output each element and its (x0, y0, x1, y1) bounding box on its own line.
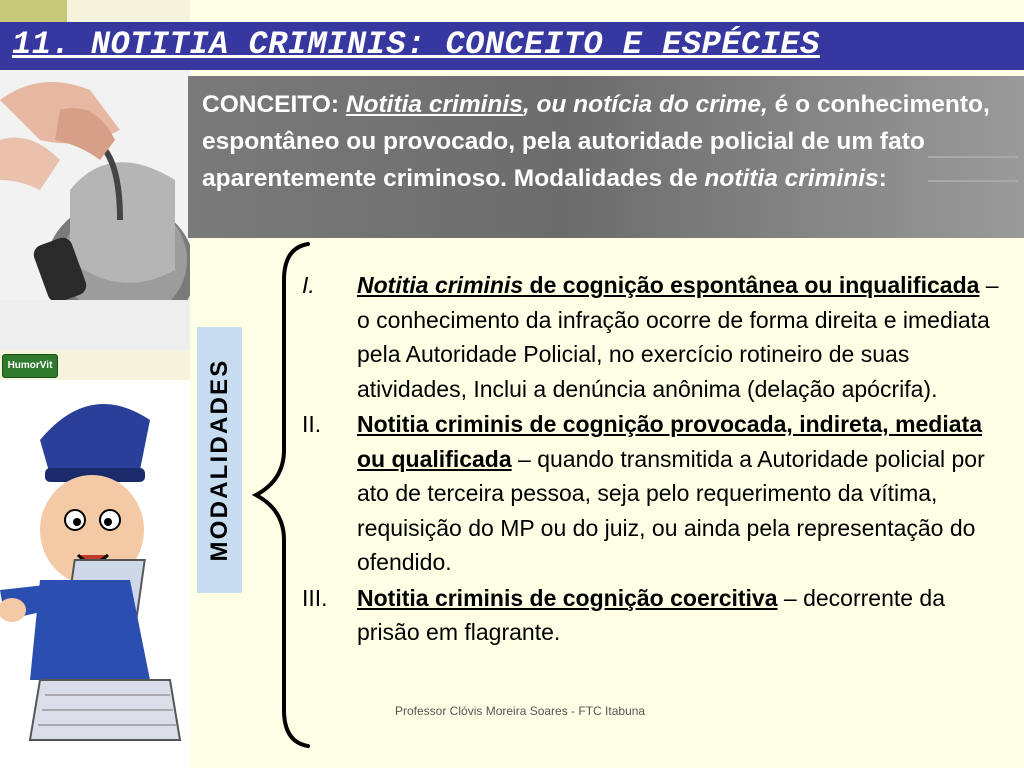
modality-heading (357, 272, 979, 298)
concept-label: CONCEITO: (202, 91, 346, 118)
corner-accent (0, 0, 67, 22)
police-cartoon-icon (0, 380, 190, 768)
footer-credit: Professor Clóvis Moreira Soares - FTC Itabuna (395, 704, 646, 718)
modality-heading (357, 585, 778, 611)
modality-body: – o conhecimento da infração ocorre de forma direita e imediata pela Autoridade Policial, no exercício rotineiro de suas atividades, Inclui a denúncia anônima (delação apócrifa). (357, 272, 999, 402)
modality-body: – quando transmitida a Autoridade policial por ato de terceira pessoa, seja pelo requerimento da vítima, requisição do MP ou do juiz, ou ainda pela representação do ofendido. (357, 445, 985, 575)
concept-term2: notitia criminis (704, 165, 879, 192)
concept-definition: é o conhecimento, espontâneo ou provocado, pela autoridade policial de um fato aparentemente criminoso. Modalidades de (202, 91, 990, 192)
slide-title: 11. NOTITIA CRIMINIS: CONCEITO E ESPÉCIES (12, 26, 820, 63)
modality-number: II. (302, 411, 322, 437)
modality-item-1 (302, 268, 1002, 406)
modality-heading-rest: Notitia criminis de cognição coercitiva (357, 584, 778, 611)
modality-item-3 (302, 581, 1002, 650)
concept-box (188, 76, 1024, 238)
modality-heading-italic: Notitia criminis (357, 272, 524, 298)
concept-end: : (878, 165, 887, 192)
title-bar (0, 22, 1024, 70)
modalidades-label-text: MODALIDADES (205, 358, 233, 562)
humor-badge: HumorVit (2, 354, 58, 378)
concept-term: Notitia criminis (345, 91, 523, 118)
concept-text (202, 86, 1002, 197)
modality-number: III. (302, 584, 328, 611)
modality-heading-rest: Notitia criminis de cognição provocada, indireta, mediata ou qualificada (357, 411, 982, 472)
modality-number: I. (302, 272, 315, 298)
concept-term-gloss: , ou notícia do crime, (522, 91, 768, 118)
modalities-list (302, 268, 1002, 651)
computer-mouse-icon (0, 70, 190, 350)
modalidades-label (197, 327, 242, 593)
modality-item-2 (302, 407, 1002, 580)
modality-heading-rest: de cognição espontânea ou inqualificada (523, 272, 980, 298)
modality-body: – decorrente da prisão em flagrante. (357, 584, 946, 645)
